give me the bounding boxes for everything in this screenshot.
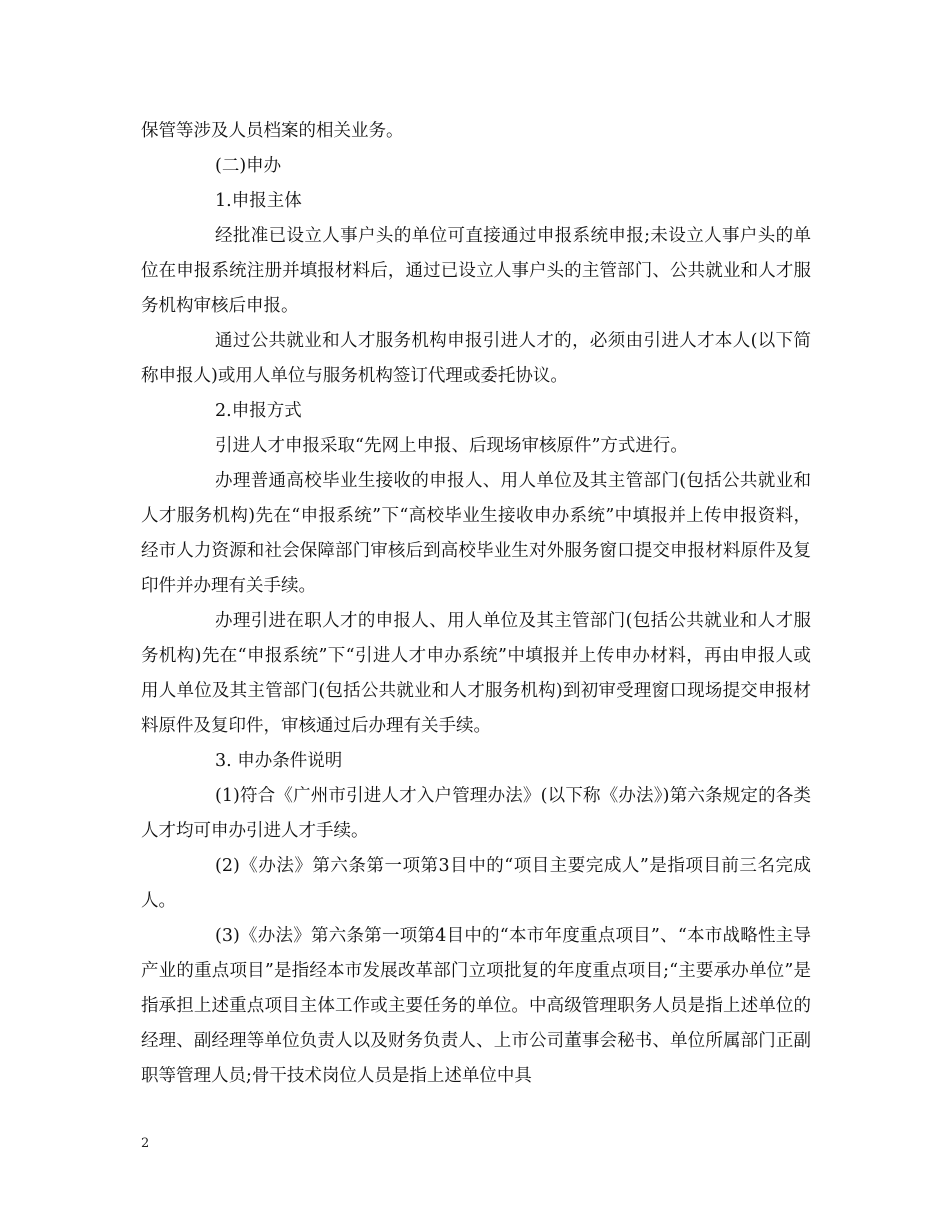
paragraph-condition-2: (2)《办法》第六条第一项第3目中的“项目主要完成人”是指项目前三名完成人。	[141, 856, 811, 911]
paragraph-1: 保管等涉及人员档案的相关业务。	[141, 121, 404, 141]
subheading-conditions: 3. 申办条件说明	[215, 751, 343, 771]
subheading-method: 2.申报方式	[215, 401, 302, 421]
paragraph-condition-1: (1)符合《广州市引进人才入户管理办法》(以下称《办法》)第六条规定的各类人才均可申办引进人才手续。	[141, 786, 811, 841]
document-body	[141, 114, 811, 1094]
paragraph-graduate-intake: 办理普通高校毕业生接收的申报人、用人单位及其主管部门(包括公共就业和人才服务机构)先在“申报系统”下“高校毕业生接收申办系统”中填报并上传申报资料，经市人力资源和社会保障部门审核后到高校毕业生对外服务窗口提交申报材料原件及复印件并办理有关手续。	[141, 471, 811, 596]
page-number: 2	[141, 1136, 150, 1151]
paragraph-online-first: 引进人才申报采取“先网上申报、后现场审核原件”方式进行。	[215, 436, 688, 456]
paragraph-employed-talent: 办理引进在职人才的申报人、用人单位及其主管部门(包括公共就业和人才服务机构)先在“申报系统”下“引进人才申办系统”中填报并上传申办材料，再由申报人或用人单位及其主管部门(包括公共就业和人才服务机构)到初审受理窗口现场提交申报材料原件及复印件，审核通过后办理有关手续。	[141, 611, 811, 736]
subheading-applicant: 1.申报主体	[215, 191, 302, 211]
paragraph-condition-3: (3)《办法》第六条第一项第4目中的“本市年度重点项目”、“本市战略性主导产业的重点项目”是指经本市发展改革部门立项批复的年度重点项目;“主要承办单位”是指承担上述重点项目主体工作或主要任务的单位。中高级管理职务人员是指上述单位的经理、副经理等单位负责人以及财务负责人、上市公司董事会秘书、单位所属部门正副职等管理人员;骨干技术岗位人员是指上述单位中具	[141, 926, 811, 1086]
paragraph-agency-agreement: 通过公共就业和人才服务机构申报引进人才的，必须由引进人才本人(以下简称申报人)或用人单位与服务机构签订代理或委托协议。	[141, 331, 811, 386]
section-heading-apply: (二)申办	[215, 156, 282, 176]
paragraph-applicant-units: 经批准已设立人事户头的单位可直接通过申报系统申报;未设立人事户头的单位在申报系统注册并填报材料后，通过已设立人事户头的主管部门、公共就业和人才服务机构审核后申报。	[141, 226, 811, 316]
